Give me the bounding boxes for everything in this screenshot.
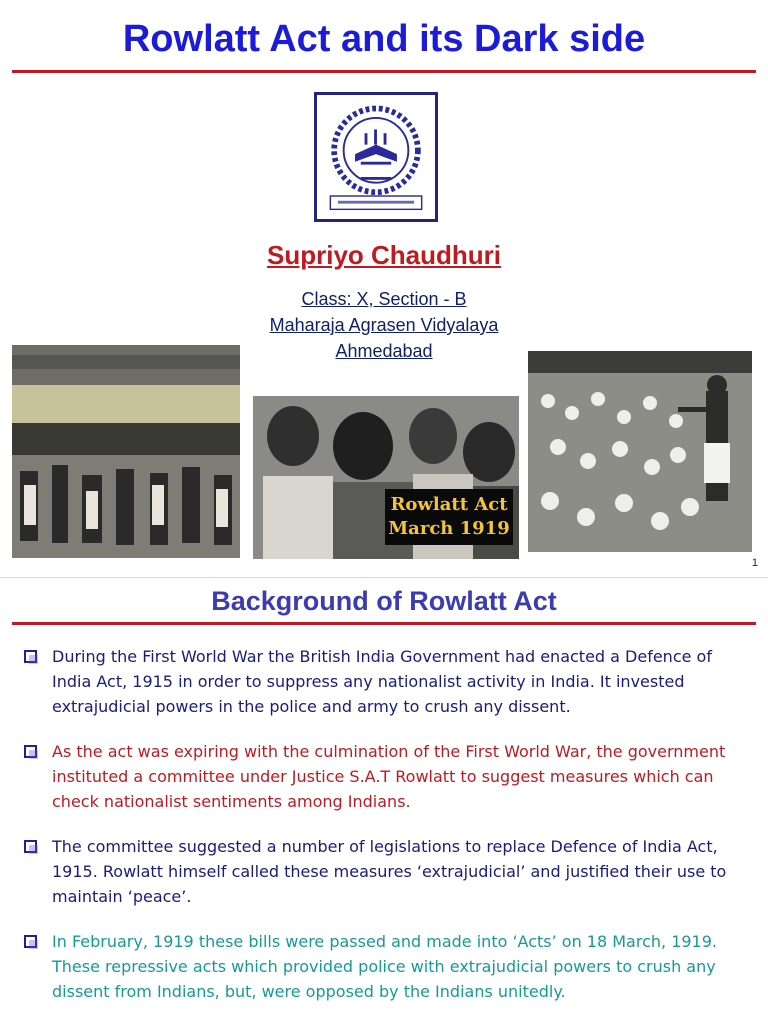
photo-caption-box	[385, 489, 513, 545]
school-name: Maharaja Agrasen Vidyalaya	[269, 315, 499, 335]
bullet-text: The committee suggested a number of legislations to replace Defence of India Act, 1915. Rowlatt himself called these measures ‘extrajudicial’ and justified their use to maintain ‘peace’.	[52, 837, 727, 906]
checkbox-bullet-icon	[24, 840, 37, 853]
bullet-text: During the First World War the British India Government had enacted a Defence of India Act, 1915 in order to suppress any nationalist activity in India. It invested extrajudicial powers in the police and army to crush any dissent.	[52, 647, 712, 716]
caption-line-1: Rowlatt Act	[390, 494, 508, 515]
checkbox-bullet-icon	[24, 650, 37, 663]
city-name: Ahmedabad	[335, 341, 433, 361]
caption-line-2: March 1919	[388, 518, 510, 539]
slide-title: Rowlatt Act and its Dark side	[122, 18, 646, 60]
bullet-item	[22, 834, 742, 909]
bullet-item	[22, 644, 742, 719]
bullet-text: As the act was expiring with the culmination of the First World War, the government instituted a committee under Justice S.A.T Rowlatt to suggest measures which can check nationalist sentiments among Indians.	[52, 742, 726, 811]
bullet-text: In February, 1919 these bills were passed and made into ‘Acts’ on 18 March, 1919. These repressive acts which provided police with extrajudicial powers to crush any dissent from Indians, but, were opposed by the Indians unitedly.	[52, 932, 717, 1001]
bullet-item	[22, 739, 742, 814]
page-number: 1	[751, 557, 758, 569]
school-logo	[314, 92, 438, 222]
checkbox-bullet-icon	[24, 935, 37, 948]
checkbox-bullet-icon	[24, 745, 37, 758]
crowd-gathering-photo	[528, 351, 752, 552]
bullet-item	[22, 929, 742, 1004]
slide-title: Background of Rowlatt Act	[211, 586, 557, 616]
protest-women-photo	[253, 396, 519, 559]
protest-march-photo	[12, 345, 240, 558]
bullet-list	[22, 644, 742, 1024]
background-slide	[0, 577, 768, 1024]
title-divider	[12, 70, 756, 73]
title-divider	[12, 622, 756, 625]
author-name: Supriyo Chaudhuri	[267, 240, 501, 270]
class-info: Class: X, Section - B	[301, 289, 467, 309]
